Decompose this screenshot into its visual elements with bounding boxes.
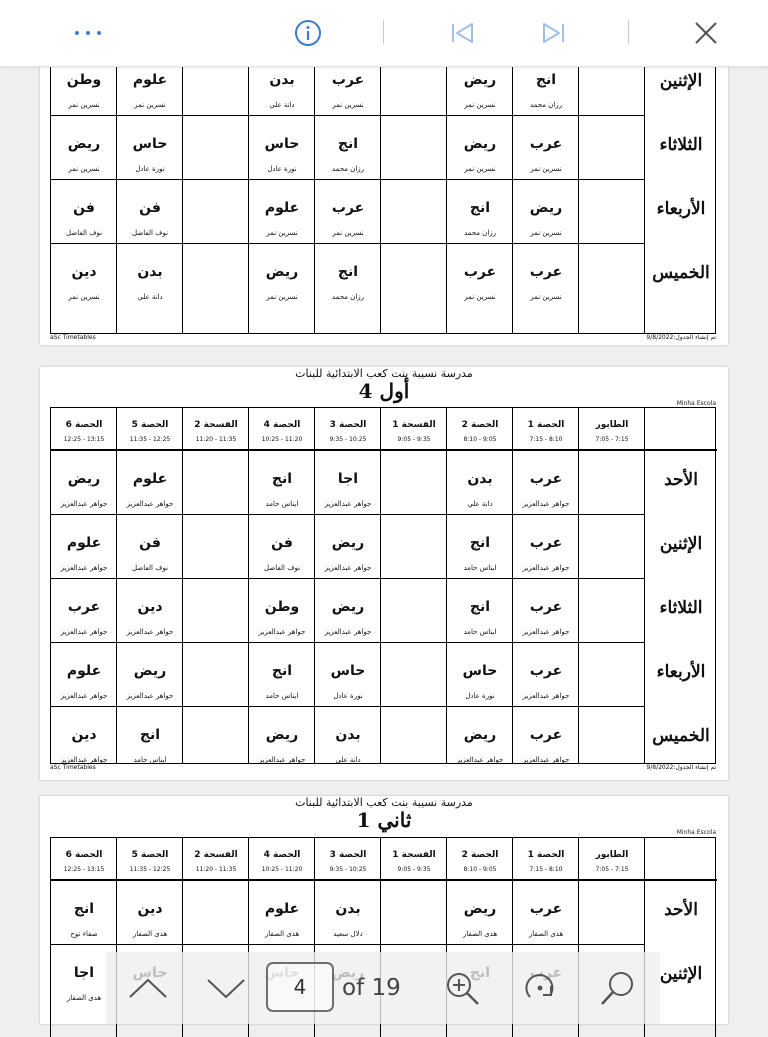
page-footer [50,764,716,774]
period-time: 12:25 - 13:15 [63,436,105,443]
teacher-name: نسرين نمر [134,101,166,109]
teacher-name: نسرين نمر [68,293,100,301]
timetable-cell [249,244,315,308]
subject-name: علوم [66,663,102,679]
teacher-name: جواهر عبدالعزيز [324,500,372,508]
teacher-name: نوف الفاضل [65,229,103,237]
subject-name: انج [271,663,293,679]
timetable-grid [50,40,716,334]
search-button[interactable] [598,952,638,1024]
period-time: 7:15 - 8:10 [529,866,563,873]
school-name: مدرسة نسيبة بنت كعب الابتدائية للبنات [295,367,473,380]
period-time: 8:10 - 9:05 [463,436,497,443]
period-header [513,838,579,880]
timetable-cell [315,707,381,771]
period-time: 10:25 - 11:20 [261,436,303,443]
subject-name: حاس [462,663,498,679]
timetable-cell [315,451,381,515]
period-name: الحصة 6 [65,850,103,860]
more-button[interactable] [68,0,108,66]
period-name: الفسحة 2 [194,420,238,430]
period-header [51,838,117,880]
teacher-name: نسرين نمر [332,101,364,109]
teacher-name: ايناس حامد [463,564,497,572]
subject-name: انج [139,727,161,743]
timetable-cell [447,579,513,643]
column-line [644,408,645,763]
timetable-cell [513,881,579,945]
timetable-cell [315,244,381,308]
footer-created-date: تم إنشاء الجدول:9/8/2022 [646,334,716,341]
period-header [381,408,447,450]
teacher-name: رزان محمد [331,165,365,173]
subject-name: انج [469,200,491,216]
teacher-name: رزان محمد [331,293,365,301]
teacher-name: دلال سعيد [333,930,363,938]
timetable-cell [117,116,183,180]
period-time: 11:35 - 12:25 [129,866,171,873]
timetable-cell [513,244,579,308]
subject-name: عرب [529,535,563,551]
subject-name: دين [71,727,97,743]
day-label: الأحد [664,470,698,490]
teacher-name: رزان محمد [463,229,497,237]
timetable-cell [117,244,183,308]
timetable-cell [447,515,513,579]
day-label: الثلاثاء [659,598,703,618]
teacher-name: نورة عادل [267,165,297,173]
teacher-name: دانة علي [335,756,361,764]
timetable-cell [51,116,117,180]
period-time: 7:05 - 7:15 [595,866,629,873]
subject-name: فن [271,535,293,551]
period-name: الطابور [595,850,629,860]
subject-name: حاس [264,136,300,152]
subject-name: ريض [265,727,299,743]
teacher-name: جواهر عبدالعزيز [522,500,570,508]
subject-name: ريض [67,471,101,487]
timetable-cell [447,180,513,244]
period-name: الحصة 2 [461,420,499,430]
timetable-cell [249,515,315,579]
day-label: الإثنين [659,534,703,554]
subject-name: ريض [67,136,101,152]
class-title: ثاني 1 [356,808,412,832]
teacher-name: جواهر عبدالعزيز [60,756,108,764]
subject-name: عرب [529,599,563,615]
teacher-name: جواهر عبدالعزيز [324,628,372,636]
teacher-name: جواهر عبدالعزيز [522,756,570,764]
teacher-name: نوف الفاضل [131,229,169,237]
subject-name: ريض [463,727,497,743]
timetable-cell [249,707,315,771]
period-header [315,408,381,450]
teacher-name: نسرين نمر [530,293,562,301]
subject-name: ريض [133,663,167,679]
teacher-name: هدى الصفار [462,930,498,938]
timetable-cell [447,451,513,515]
period-header [513,408,579,450]
subject-name: عرب [331,200,365,216]
subject-name: انج [469,535,491,551]
period-name: الحصة 6 [65,420,103,430]
period-header [183,838,249,880]
page-count-label: of 19 [342,975,401,1001]
subject-name: اجا [73,965,95,981]
period-name: الحصة 3 [329,850,367,860]
timetable-page [40,40,728,345]
timetable-cell [117,643,183,707]
teacher-name: دانة علي [137,293,163,301]
zoom-in-icon [444,970,480,1006]
period-header [51,408,117,450]
subject-name: بدن [335,901,361,917]
period-header [447,408,513,450]
teacher-name: نسرين نمر [464,101,496,109]
timetable-cell [513,643,579,707]
period-name: الحصة 3 [329,420,367,430]
school-brand: Minha Escola [676,829,716,836]
period-time: 10:25 - 11:20 [261,866,303,873]
subject-name: دين [71,264,97,280]
teacher-name: هدى الصفار [66,994,102,1002]
subject-name: علوم [66,535,102,551]
period-header [117,408,183,450]
teacher-name: جواهر عبدالعزيز [258,756,306,764]
rotate-button[interactable] [520,952,560,1024]
timetable-cell [447,244,513,308]
day-label: الإثنين [659,964,703,984]
teacher-name: ايناس حامد [463,628,497,636]
footer-brand: aSc Timetables [50,334,96,341]
timetable-cell [249,881,315,945]
teacher-name: جواهر عبدالعزيز [60,564,108,572]
timetable-cell [447,881,513,945]
subject-name: علوم [264,901,300,917]
school-brand: Minha Escola [676,400,716,407]
period-header [579,408,645,450]
period-time: 7:05 - 7:15 [595,436,629,443]
timetable-cell [51,579,117,643]
timetable-cell [117,707,183,771]
timetable-cell [513,579,579,643]
bottom-navigation-bar [106,952,660,1024]
subject-name: ريض [463,901,497,917]
day-label: الأحد [664,900,698,920]
period-name: الفسحة 2 [194,850,238,860]
subject-name: دين [137,901,163,917]
header-corner [645,408,717,450]
teacher-name: جواهر عبدالعزيز [60,692,108,700]
subject-name: علوم [132,72,168,88]
teacher-name: ايناس حامد [265,500,299,508]
period-time: 11:20 - 11:35 [195,866,237,873]
page-number-input[interactable]: 4 [266,962,334,1012]
teacher-name: نسرين نمر [68,101,100,109]
timetable-cell [315,643,381,707]
subject-name: فن [139,535,161,551]
toolbar-divider [383,20,384,44]
subject-name: انج [337,264,359,280]
teacher-name: جواهر عبدالعزيز [126,628,174,636]
teacher-name: جواهر عبدالعزيز [456,756,504,764]
subject-name: انج [73,901,95,917]
period-header [447,838,513,880]
period-time: 12:25 - 13:15 [63,866,105,873]
info-button[interactable] [290,0,326,66]
teacher-name: جواهر عبدالعزيز [126,692,174,700]
subject-name: انج [271,471,293,487]
teacher-name: جواهر عبدالعزيز [324,564,372,572]
period-time: 11:35 - 12:25 [129,436,171,443]
subject-name: وطن [264,599,300,615]
last-page-icon [540,21,568,45]
period-name: الحصة 2 [461,850,499,860]
subject-name: عرب [529,471,563,487]
teacher-name: نوف الفاضل [263,564,301,572]
teacher-name: جواهر عبدالعزيز [522,564,570,572]
period-header [183,408,249,450]
teacher-name: رزان محمد [529,101,563,109]
teacher-name: جواهر عبدالعزيز [258,628,306,636]
info-icon [294,19,322,47]
zoom-in-button[interactable] [442,952,482,1024]
period-time: 9:35 - 10:25 [329,866,367,873]
day-label: الأربعاء [656,662,706,682]
teacher-name: نسرين نمر [530,165,562,173]
subject-name: علوم [264,200,300,216]
timetable-cell [513,451,579,515]
timetable-cell [117,579,183,643]
top-toolbar [0,0,768,67]
timetable-cell [447,707,513,771]
subject-name: عرب [529,264,563,280]
subject-name: عرب [463,264,497,280]
period-name: الفسحة 1 [392,850,436,860]
timetable-cell [513,180,579,244]
teacher-name: ايناس حامد [133,756,167,764]
page-header [40,367,728,407]
teacher-name: نورة عادل [465,692,495,700]
subject-name: ريض [463,72,497,88]
teacher-name: نسرين نمر [266,293,298,301]
period-name: الحصة 1 [527,850,565,860]
close-icon [693,20,719,46]
period-header [381,838,447,880]
period-header [315,838,381,880]
timetable-cell [51,643,117,707]
subject-name: فن [73,200,95,216]
subject-name: فن [139,200,161,216]
subject-name: عرب [529,727,563,743]
chevron-up-icon [128,977,168,999]
class-title: أول 4 [358,379,410,403]
subject-name: ريض [331,535,365,551]
subject-name: عرب [331,72,365,88]
timetable-cell [513,515,579,579]
teacher-name: نسرين نمر [68,165,100,173]
period-time: 8:10 - 9:05 [463,866,497,873]
subject-name: ريض [265,264,299,280]
subject-name: ريض [463,136,497,152]
teacher-name: دانة علي [269,101,295,109]
timetable-cell [249,643,315,707]
timetable-cell [117,451,183,515]
timetable-cell [249,180,315,244]
teacher-name: نسرين نمر [464,165,496,173]
period-name: الحصة 4 [263,420,301,430]
timetable-cell [51,707,117,771]
toolbar-divider [628,20,629,44]
next-page-button[interactable] [204,952,248,1024]
timetable-page [40,367,728,780]
timetable-cell [315,881,381,945]
subject-name: ريض [529,200,563,216]
timetable-cell [249,116,315,180]
teacher-name: نسرين نمر [332,229,364,237]
timetable-cell [315,116,381,180]
timetable-cell [51,244,117,308]
day-label: الخميس [652,726,710,746]
subject-name: عرب [529,901,563,917]
period-name: الطابور [595,420,629,430]
page-header [40,796,728,836]
period-header [249,408,315,450]
subject-name: حاس [132,136,168,152]
timetable-cell [315,579,381,643]
period-name: الحصة 1 [527,420,565,430]
subject-name: علوم [132,471,168,487]
period-time: 7:15 - 8:10 [529,436,563,443]
timetable-cell [51,881,117,945]
subject-name: حاس [330,663,366,679]
timetable-cell [51,180,117,244]
teacher-name: جواهر عبدالعزيز [126,500,174,508]
subject-name: دين [137,599,163,615]
teacher-name: صفاء نوح [70,930,98,938]
subject-name: انج [337,136,359,152]
last-page-button[interactable] [536,0,572,66]
previous-page-button[interactable] [126,952,170,1024]
close-button[interactable] [688,0,724,66]
header-corner [645,838,717,880]
chevron-down-icon [206,977,246,999]
teacher-name: جواهر عبدالعزيز [522,692,570,700]
subject-name: بدن [137,264,163,280]
first-page-icon [448,21,476,45]
timetable-cell [315,180,381,244]
timetable-cell [315,515,381,579]
timetable-cell [117,180,183,244]
period-time: 9:05 - 9:35 [397,866,431,873]
period-name: الحصة 5 [131,850,169,860]
teacher-name: هدى الصفار [528,930,564,938]
timetable-cell [51,515,117,579]
day-label: الثلاثاء [659,135,703,155]
teacher-name: نسرين نمر [530,229,562,237]
teacher-name: هدى الصفار [264,930,300,938]
teacher-name: جواهر عبدالعزيز [60,628,108,636]
subject-name: عرب [67,599,101,615]
teacher-name: جواهر عبدالعزيز [60,500,108,508]
timetable-cell [117,881,183,945]
timetable-cell [51,451,117,515]
timetable-cell [513,707,579,771]
teacher-name: جواهر عبدالعزيز [522,628,570,636]
subject-name: بدن [269,72,295,88]
day-label: الإثنين [659,71,703,91]
timetable-cell [117,515,183,579]
subject-name: بدن [335,727,361,743]
period-name: الحصة 5 [131,420,169,430]
day-label: الأربعاء [656,199,706,219]
subject-name: بدن [467,471,493,487]
period-name: الحصة 4 [263,850,301,860]
period-time: 9:05 - 9:35 [397,436,431,443]
footer-brand: aSc Timetables [50,764,96,771]
teacher-name: نورة عادل [135,165,165,173]
teacher-name: ايناس حامد [265,692,299,700]
period-time: 11:20 - 11:35 [195,436,237,443]
timetable-cell [513,116,579,180]
timetable-grid [50,407,716,764]
rotate-icon [522,970,558,1006]
subject-name: ريض [331,599,365,615]
period-time: 9:35 - 10:25 [329,436,367,443]
period-header [117,838,183,880]
timetable-cell [447,116,513,180]
subject-name: اجا [337,471,359,487]
period-header [579,838,645,880]
subject-name: انج [535,72,557,88]
teacher-name: نورة عادل [333,692,363,700]
day-label: الخميس [652,263,710,283]
first-page-button[interactable] [444,0,480,66]
teacher-name: نوف الفاضل [131,564,169,572]
timetable-cell [249,579,315,643]
teacher-name: هدى الصفار [132,930,168,938]
teacher-name: دانة علي [467,500,493,508]
search-icon [600,970,636,1006]
timetable-cell [249,451,315,515]
period-name: الفسحة 1 [392,420,436,430]
school-name: مدرسة نسيبة بنت كعب الابتدائية للبنات [295,796,473,809]
subject-name: انج [469,599,491,615]
teacher-name: نسرين نمر [266,229,298,237]
more-dots-icon [71,28,105,38]
teacher-name: نسرين نمر [464,293,496,301]
subject-name: عرب [529,136,563,152]
timetable-cell [447,643,513,707]
period-header [249,838,315,880]
subject-name: وطن [66,72,102,88]
page-footer [50,334,716,344]
subject-name: عرب [529,663,563,679]
footer-created-date: تم إنشاء الجدول:9/8/2022 [646,764,716,771]
